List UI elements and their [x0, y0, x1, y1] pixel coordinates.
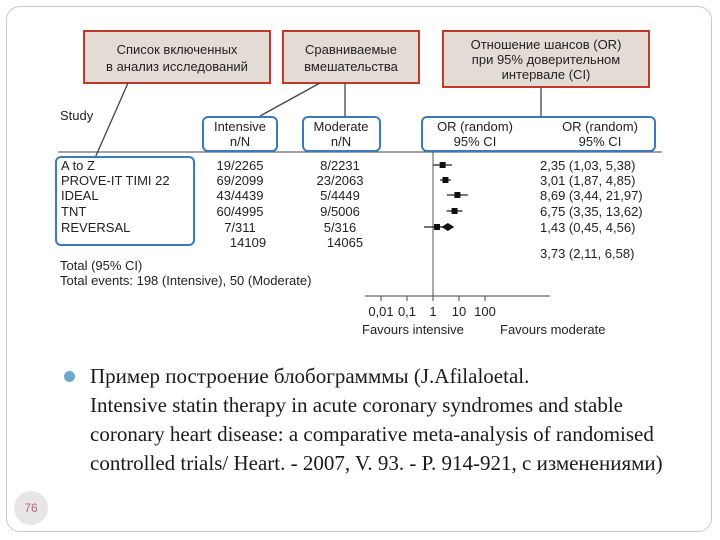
annotation-box-interventions — [283, 31, 419, 83]
header-intensive-sub: n/N — [229, 134, 251, 149]
caption-lead: Пример построение блобограмммы (J.Afilaloetal. — [90, 364, 530, 388]
axis-tick-label: 1 — [429, 304, 437, 319]
study-intensive: 60/4995 — [216, 204, 264, 219]
annotation-box-studies — [84, 31, 270, 83]
header-moderate: Moderate — [313, 119, 369, 134]
annotation-odds-line1: Отношение шансов (OR) — [470, 37, 622, 52]
header-intensive: Intensive — [213, 119, 267, 134]
study-name: IDEAL — [61, 188, 99, 203]
axis-tick-label: 10 — [451, 304, 467, 319]
study-or-point — [452, 208, 458, 214]
header-moderate-sub: n/N — [330, 134, 352, 149]
study-moderate: 9/5006 — [320, 204, 360, 219]
connector-interventions-left — [260, 83, 320, 116]
annotation-studies-line1: Список включенных — [116, 42, 238, 57]
header-or-plot: OR (random) — [437, 119, 513, 134]
annotation-interventions-line1: Сравниваемые — [305, 42, 397, 57]
header-or-value: OR (random) — [562, 119, 638, 134]
annotation-odds-line3: интервале (CI) — [501, 67, 591, 82]
study-moderate: 23/2063 — [316, 173, 364, 188]
caption-body: Intensive statin therapy in acute coronary syndromes and stable coronary heart disease: a comparative meta-analysis of randomised controlled trials/ Heart. - 2007, V. 93. - P. 914-921, с изменениями) — [90, 393, 663, 475]
axis-tick-label: 100 — [474, 304, 496, 319]
study-or-point — [434, 224, 440, 230]
study-intensive: 7/311 — [224, 220, 256, 235]
axis-tick-label: 0,1 — [397, 304, 417, 319]
pooled-or-text: 3,73 (2,11, 6,58) — [540, 246, 635, 261]
study-moderate: 8/2231 — [320, 158, 360, 173]
study-name: TNT — [61, 204, 87, 219]
study-or-point — [440, 162, 446, 168]
events-text: Total events: 198 (Intensive), 50 (Moderate) — [60, 273, 312, 288]
annotation-studies-line2: в анализ исследований — [106, 59, 248, 74]
study-or-text: 1,43 (0,45, 4,56) — [540, 220, 636, 235]
slide-caption — [70, 362, 680, 478]
study-moderate: 5/4449 — [320, 188, 360, 203]
header-or-value-sub: 95% CI — [578, 134, 622, 149]
axis-tick-label: 0,01 — [368, 304, 394, 319]
total-intensive: 14109 — [229, 235, 267, 250]
study-intensive: 43/4439 — [216, 188, 264, 203]
total-moderate: 14065 — [326, 235, 364, 250]
annotation-interventions-line2: вмешательства — [304, 59, 398, 74]
study-or-point — [442, 177, 448, 183]
connector-studies — [95, 83, 128, 158]
study-moderate: 5/316 — [323, 220, 357, 235]
study-name: A to Z — [61, 158, 95, 173]
study-intensive: 19/2265 — [216, 158, 264, 173]
study-or-point — [454, 192, 460, 198]
pooled-diamond — [441, 223, 454, 231]
study-name: REVERSAL — [61, 220, 131, 235]
pooled-label: Total (95% CI) — [60, 258, 143, 273]
page-number: 76 — [14, 491, 48, 525]
study-intensive: 69/2099 — [216, 173, 264, 188]
axis-label-right: Favours moderate — [500, 322, 606, 337]
study-or-text: 6,75 (3,35, 13,62) — [540, 204, 643, 219]
axis-label-left: Favours intensive — [362, 322, 464, 337]
study-or-text: 3,01 (1,87, 4,85) — [540, 173, 636, 188]
study-or-text: 8,69 (3,44, 21,97) — [540, 188, 643, 203]
study-name: PROVE-IT TIMI 22 — [61, 173, 170, 188]
annotation-odds-line2: при 95% доверительном — [471, 52, 621, 67]
study-or-text: 2,35 (1,03, 5,38) — [540, 158, 636, 173]
bullet-icon — [64, 371, 75, 382]
header-or-plot-sub: 95% CI — [453, 134, 497, 149]
header-study: Study — [60, 108, 94, 123]
